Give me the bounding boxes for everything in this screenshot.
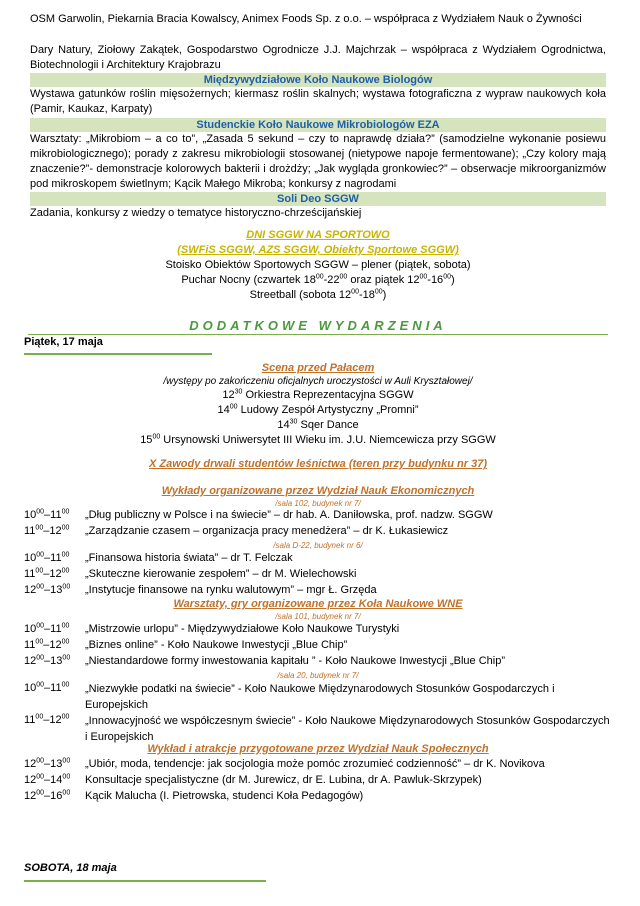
day-label: SOBOTA, 18 maja [24, 862, 117, 874]
scena-list [30, 388, 606, 448]
sport-streetball: Streetball (sobota $12^{00}-18^{00}$) [249, 288, 387, 301]
partner-entry: Dary Natury, Ziołowy Zakątek, Gospodarstwo Ogrodnicze J.J. Majchrzak – współpraca z Wydziałem Ogrodnictwa, Biotechnologii i Architektury Krajobrazu [30, 44, 606, 71]
sport-puchar: Puchar Nocny (czwartek $18^{00}-22^{00}$ oraz piątek $12^{00}-16^{00}$) [181, 273, 455, 286]
event-section-title: Warsztaty, gry organizowane przez Koła Naukowe WNE [173, 598, 463, 610]
divider [28, 334, 608, 335]
divider [24, 353, 212, 355]
day-label: Piątek, 17 maja [24, 336, 103, 348]
scena-item: $14^{30}$ Sqer Dance [277, 418, 359, 431]
event-section-title: Wykłady organizowane przez Wydział Nauk Ekonomicznych [161, 485, 475, 497]
sport-section [30, 228, 606, 303]
room-label: /sala 20, budynek nr 7/ [277, 671, 359, 680]
sport-subtitle: (SWFiS SGGW, AZS SGGW, Obiekty Sportowe SGGW) [177, 244, 459, 256]
partner-entry: OSM Garwolin, Piekarnia Bracia Kowalscy, Animex Foods Sp. z o.o. – współpraca z Wydziałem Nauk o Żywności [30, 13, 582, 25]
sport-title: DNI SGGW NA SPORTOWO [246, 229, 390, 241]
room-label: /sala 102, budynek nr 7/ [275, 499, 361, 508]
room-label: /sala D-22, budynek nr 6/ [273, 541, 363, 550]
club-header: Międzywydziałowe Koło Naukowe Biologów [30, 73, 606, 87]
club-header: Soli Deo SGGW [30, 192, 606, 206]
event-section-title: Wykład i atrakcje przygotowane przez Wydział Nauk Społecznych [147, 743, 489, 755]
scena-item: $14^{00}$ Ludowy Zespół Artystyczny „Promni” [217, 403, 419, 416]
sport-line: Stoisko Obiektów Sportowych SGGW – plener (piątek, sobota) [165, 259, 471, 271]
club-description: Zadania, konkursy z wiedzy o tematyce historyczno-chrześcijańskiej [30, 207, 362, 219]
divider [24, 880, 266, 882]
event-section-subtitle: /występy po zakończeniu oficjalnych uroczystości w Auli Kryształowej/ [163, 376, 473, 387]
club-description: Warsztaty: „Mikrobiom – a co to”, „Zasada 5 sekund – czy to naprawdę działa?” (samodzielne wykonanie posiewu mikrobiologicznego); porady z zakresu mikrobiologii stosowanej (nietypowe napoje fermentowane); „Czy kolory mają znaczenie?”- demonstracje kolorowych bakterii i drożdży; „Jak wygląda gronkowiec?” – obserwacje mikroorganizmów pod mikroskopem świetlnym; Kącik Małego Mikroba; konkursy z nagrodami [30, 133, 606, 190]
scena-item: $12^{30}$ Orkiestra Reprezentacyjna SGGW [222, 388, 414, 401]
club-header: Studenckie Koło Naukowe Mikrobiologów EZA [30, 118, 606, 132]
event-section-title: Scena przed Pałacem [261, 362, 375, 374]
document-page: OSM Garwolin, Piekarnia Bracia Kowalscy, Animex Foods Sp. z o.o. – współpraca z Wydziałem Nauk o Żywności Dary Natury, Ziołowy Zakątek, Gospodarstwo Ogrodnicze J.J. Majchrzak – współpraca z Wydziałem Ogrodnictwa, Biotechnologii i Architektury Krajobrazu Międzywydziałowe Koło Naukowe Biologów Wystawa gatunków roślin mięsożernych; kiermasz roślin skalnych; wystawa fotograficzna z wypraw naukowych koła (Pamir, Kaukaz, Karpaty) Studenckie Koło Naukowe Mikrobiologów EZA Warsztaty: „Mikrobiom – a co to”, „Zasada 5 sekund – czy to naprawdę działa?” (samodzielne wykonanie posiewu mikrobiologicznego); porady z zakresu mikrobiologii stosowanej (nietypowe napoje fermentowane); „Czy kolory mają znaczenie?”- demonstracje kolorowych bakterii i drożdży; „Jak wygląda gronkowiec?” – obserwacje mikroorganizmów pod mikroskopem świetlnym; Kącik Małego Mikroba; konkursy z nagrodami Soli Deo SGGW Zadania, konkursy z wiedzy o tematyce historyczno-chrześcijańskiej DNI SGGW NA SPORTOWO (SWFiS SGGW, AZS SGGW, Obiekty Sportowe SGGW) Stoisko Obiektów Sportowych SGGW – plener (piątek, sobota) Puchar Nocny (czwartek $18^{00}-22^{00}$ oraz piątek $12^{00}-16^{00}$) Streetball (sobota $12^{00}-18^{00}$) DODATKOWE WYDARZENIA Piątek, 17 maja Scena przed Pałacem /występy po zakończeniu oficjalnych uroczystości w Auli Kryształowej/ $12^{30}$ Orkiestra Reprezentacyjna SGGW $14^{00}$ Ludowy Zespół Artystyczny „Promni” $14^{30}$ Sqer Dance $15^{00}$ Ursynowski Uniwersytet III Wieku im. J.U. Niemcewicza przy SGGW X Zawody drwali studentów leśnictwa (teren przy budynku nr 37) Wykłady organizowane przez Wydział Nauk Ekonomicznych /sala 102, budynek nr 7/ $10^{00}-11^{00}$ „Dług publiczny w Polsce i na świecie” – dr hab. A. Daniłowska, prof. nadzw. SGGW $11^{00}-12^{00}$ „Zarządzanie czasem – organizacja pracy menedżera” – dr K. Łukasiewicz /sala D-22, budynek nr 6/ $10^{00}-11^{00}$ „Finansowa historia świata” – dr T. Felczak $11^{00}-12^{00}$ „Skuteczne kierowanie zespołem” – dr M. Wielechowski $12^{00}-13^{00}$ „Instytucje finansowe na rynku walutowym” – mgr Ł. Grzęda Warsztaty, gry organizowane przez Koła Naukowe WNE /sala 101, budynek nr 7/ $10^{00}-11^{00}$ „Mistrzowie urlopu” - Międzywydziałowe Koło Naukowe Turystyki $11^{00}-12^{00}$ „Biznes online” - Koło Naukowe Inwestycji „Blue Chip” $12^{00}-13^{00}$ „Niestandardowe formy inwestowania kapitału ” - Koło Naukowe Inwestycji „Blue Chip” /sala 20, budynek nr 7/ $10^{00}-11^{00}$ „Niezwykłe podatki na świecie” - Koło Naukowe Międzynarodowych Stosunków Gospodarczych i Europejskich $11^{00}-12^{00}$ „Innowacyjność we współczesnym świecie” - Koło Naukowe Międzynarodowych Stosunków Gospodarczych i Europejskich Wykład i atrakcje przygotowane przez Wydział Nauk Społecznych $12^{00}-13^{00}$ „Ubiór, moda, tendencje: jak socjologia może pomóc zrozumieć codzienność” – dr K. Novikova $12^{00}-14^{00}$ Konsultacje specjalistyczne (dr M. Jurewicz, dr E. Lubina, dr A. Pawluk-Skrzypek) $12^{00}-16^{00}$ Kącik Malucha (I. Pietrowska, studenci Koła Pedagogów) SOBOTA, 18 maja [0, 0, 640, 906]
event-section-title: X Zawody drwali studentów leśnictwa (teren przy budynku nr 37) [148, 458, 487, 470]
room-label: /sala 101, budynek nr 7/ [275, 612, 361, 621]
section-heading: DODATKOWE WYDARZENIA [189, 318, 447, 333]
club-description: Wystawa gatunków roślin mięsożernych; kiermasz roślin skalnych; wystawa fotograficzna z wypraw naukowych koła (Pamir, Kaukaz, Karpaty) [30, 88, 606, 115]
scena-item: $15^{00}$ Ursynowski Uniwersytet III Wieku im. J.U. Niemcewicza przy SGGW [140, 433, 496, 446]
